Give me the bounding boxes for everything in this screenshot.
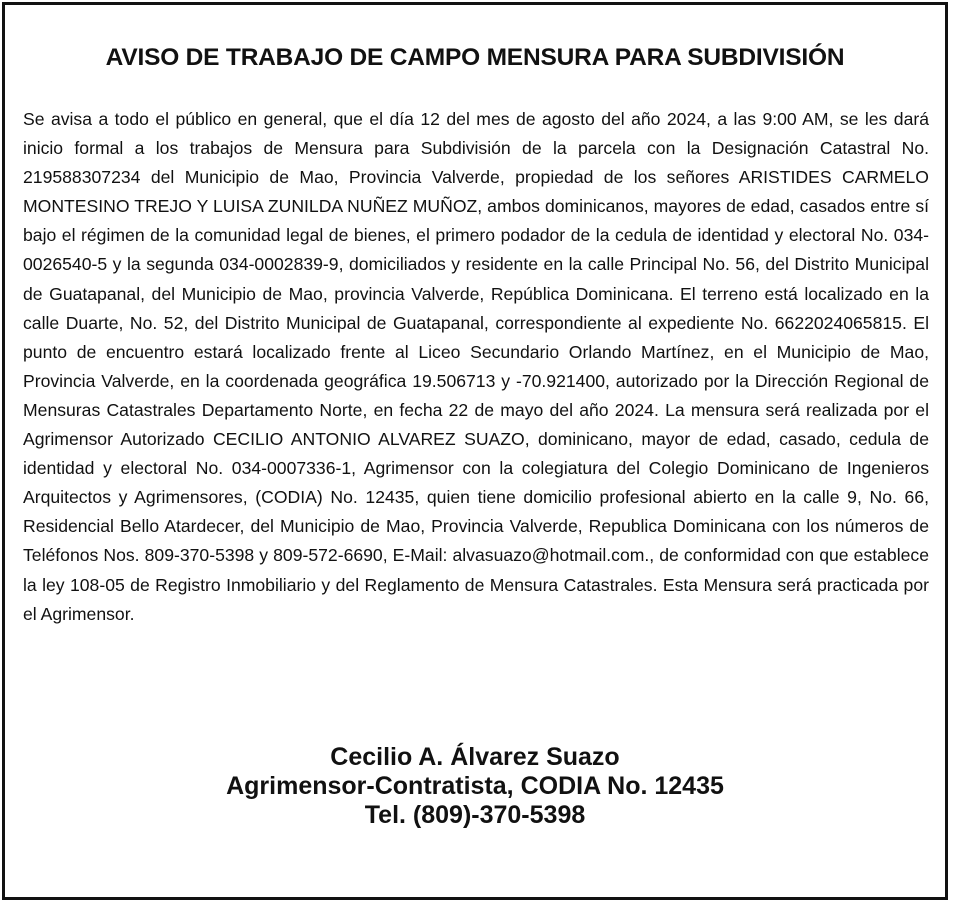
signature-block (5, 743, 945, 830)
notice-title: AVISO DE TRABAJO DE CAMPO MENSURA PARA SUBDIVISIÓN (105, 44, 845, 71)
signature-phone: Tel. (809)-370-5398 (364, 801, 586, 829)
notice-box (2, 2, 948, 900)
notice-body: Se avisa a todo el público en general, que el día 12 del mes de agosto del año 2024, a las 9:00 AM, se les dará inicio formal a los trabajos de Mensura para Subdivisión de la parcela con la Designación Catastral No. 219588307234 del Municipio de Mao, Provincia Valverde, propiedad de los señores ARISTIDES CARMELO MONTESINO TREJO Y LUISA ZUNILDA NUÑEZ MUÑOZ, ambos dominicanos, mayores de edad, casados entre sí bajo el régimen de la comunidad legal de bienes, el primero podador de la cedula de identidad y electoral No. 034-0026540-5 y la segunda 034-0002839-9, domiciliados y residente en la calle Principal No. 56, del Distrito Municipal de Guatapanal, del Municipio de Mao, provincia Valverde, República Dominicana. El terreno está localizado en la calle Duarte, No. 52, del Distrito Municipal de Guatapanal, correspondiente al expediente No. 6622024065815. El punto de encuentro estará localizado frente al Liceo Secundario Orlando Martínez, en el Municipio de Mao, Provincia Valverde, en la coordenada geográfica 19.506713 y -70.921400, autorizado por la Dirección Regional de Mensuras Catastrales Departamento Norte, en fecha 22 de mayo del año 2024. La mensura será realizada por el Agrimensor Autorizado CECILIO ANTONIO ALVAREZ SUAZO, dominicano, mayor de edad, casado, cedula de identidad y electoral No. 034-0007336-1, Agrimensor con la colegiatura del Colegio Dominicano de Ingenieros Arquitectos y Agrimensores, (CODIA) No. 12435, quien tiene domicilio profesional abierto en la calle 9, No. 66, Residencial Bello Atardecer, del Municipio de Mao, Provincia Valverde, Republica Dominicana con los números de Teléfonos Nos. 809-370-5398 y 809-572-6690, E-Mail: alvasuazo@hotmail.com., de conformidad con que establece la ley 108-05 de Registro Inmobiliario y del Reglamento de Mensura Catastrales. Esta Mensura será practicada por el Agrimensor. (23, 109, 929, 624)
signature-role: Agrimensor-Contratista, CODIA No. 12435 (226, 772, 724, 800)
signature-name: Cecilio A. Álvarez Suazo (330, 743, 620, 771)
